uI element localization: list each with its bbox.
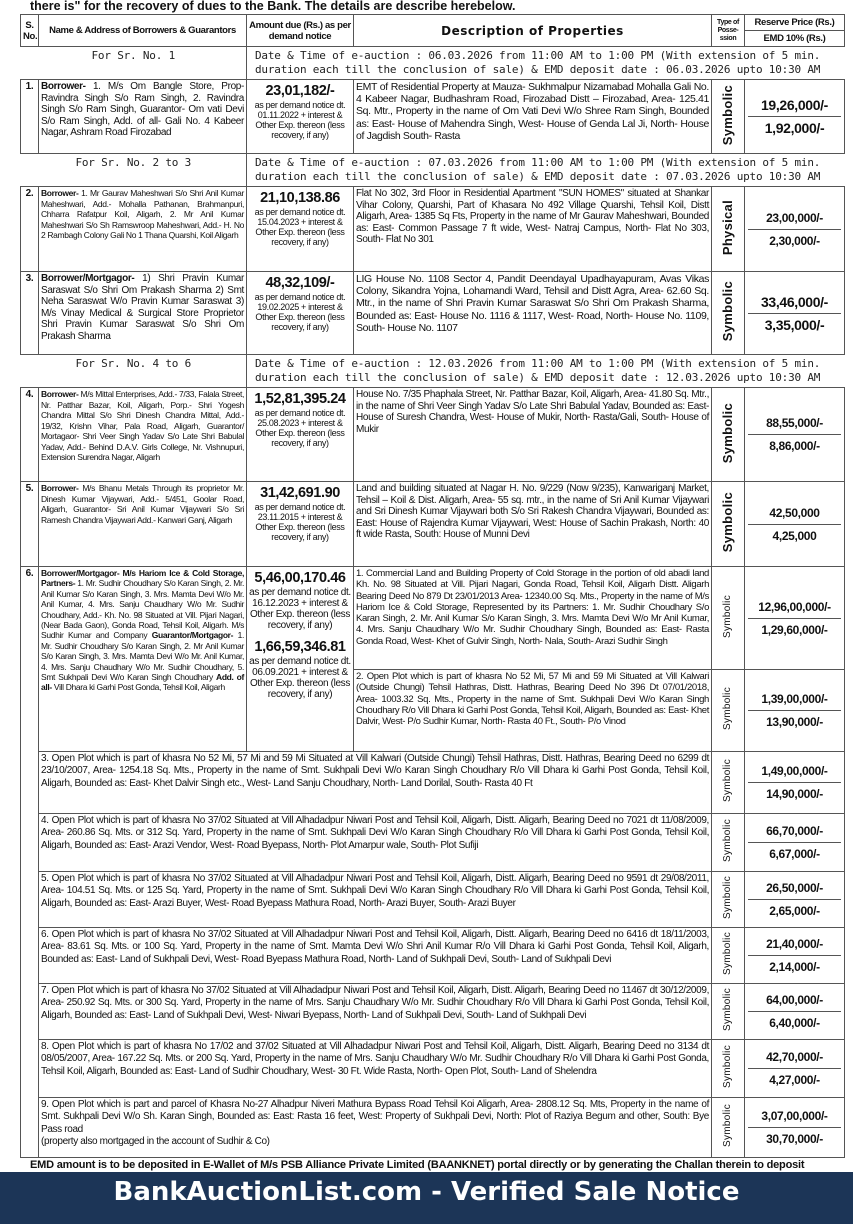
price-cell (745, 388, 845, 482)
property-description: EMT of Residential Property at Mauza- Sukhmalpur Nizamabad Mohalla Gali No. 4 Kabeer Nagar, Budhashram Road, Firozabad Distt – Firozabad, Area- 125.41 Sq. Mtr., Property in the name of Om Vati Devi W/o Shree Ram Singh, Bounded as: East- House of Mahendra Singh, West- House of Genda Lal Ji, North- House of Jagdish South- Rasta (354, 80, 712, 154)
property-description (39, 1098, 712, 1158)
emd-amount: 6,40,000/- (769, 1016, 820, 1030)
borrower-text: 1. M/s Om Bangle Store, Prop- Ravindra Singh S/o Ram Singh, 2. Ravindra Singh S/o Ram Singh, Guarantor- Om vati Devi S/o Ram Singh, Add. of all- Gali No. 4 Kabeer Nagar, Ashram Road Firozabad (41, 81, 244, 139)
possession-type-label: Symbolic (722, 1045, 734, 1089)
demand-notice: as per demand notice dt. 06.09.2021 + interest & Other Exp. thereon (less recovery, if any) (249, 656, 351, 700)
possession-type (712, 752, 745, 814)
emd-amount: 4,25,000 (772, 528, 817, 543)
reserve-price: 23,00,000/- (748, 207, 841, 230)
demand-notice: as per demand notice dt. 23.11.2015 + interest & Other Exp. thereon (less recovery, if any) (254, 502, 346, 542)
property-description: LIG House No. 1108 Sector 4, Pandit Deendayal Upadhayapuram, Avas Vikas Colony, Sikandra Yojna, Lohamandi Ward, Tehsil and Distt Agra, Area- 62.60 Sq. Mtr., in the name of Shri Pravin Kumar Saraswat S/o Shri Om Prakash Sharma, Bounded as: East- House No. 1116 & 1117, West- Road, North- House No. 1109, South- House No. 1107 (354, 272, 712, 355)
price-cell (745, 80, 845, 154)
borrower-role: Borrower- (41, 483, 79, 493)
property-text: 4. Open Plot which is part of khasra No 37/02 Situated at Vill Alhadadpur Niwari Post and Tehsil Koil, Aligarh, Distt. Aligarh, Bearing Deed no 7021 dt 11/08/2009, Area- 260.86 Sq. Mts. or 312 Sq. Yard, Property in the name of Smt. Sukhpali Devi W/o Karan Singh Choudhary R/o Vill Dhara ki Garhi Post Gonda, Tehsil Koil, Aligarh, Bounded as: East- Arazi Vendor, West- Road Byepass, North- Plot Amarpur wale, South- Plot Sufiji (41, 815, 709, 851)
price-cell (745, 670, 845, 752)
auction-table (20, 14, 845, 1158)
property-description (39, 752, 712, 814)
emd-amount: 2,14,000/- (769, 960, 820, 974)
price-cell (745, 814, 845, 872)
emd-amount: 14,90,000/- (766, 787, 823, 801)
reserve-price: 19,26,000/- (748, 94, 841, 117)
amount-value: 48,32,109/- (265, 275, 335, 291)
amount-due (247, 80, 354, 154)
possession-type-label: Symbolic (720, 84, 736, 145)
property-description (39, 1040, 712, 1098)
property-description: 2. Open Plot which is part of khasra No 52 Mi, 57 Mi and 59 Mi Situated at Vill Kalwari (Outside Chungi) Tehsil Hathras, Distt. Hathras, Bearing Deed No 396 Dt 07/01/2018, Area- 1003.32 Sq. Mts., Property in the name of Smt. Sukhpali Devi W/o Karan Singh Choudhary R/o Vill Dhara ki Garhi Post Gonda, Tehsil Koil, Aligarh, Bounded as: East- Khet Dalvir, West- P/o Sudhir Kumar, North- Rasta 40 Ft., South- P/o Vinod (354, 670, 712, 752)
borrower-text: 1. Mr Gaurav Maheshwari S/o Shri Anil Kumar Maheshwari, Add.- Mohalla Pathanan, Brahmanpuri, Chharra Rafatpur Koil, Aligarh, 2. Mr Anil Kumar Maheshwari S/o Sh Ramswroop Maheshwari, Add.- H. No 2 Rambagh Colony Gali No 1 Thana Quarshi, Koil Aligarh (41, 188, 244, 240)
possession-type-label: Symbolic (722, 876, 734, 920)
amount-value: 31,42,691.90 (260, 485, 340, 501)
possession-type (712, 1098, 745, 1158)
possession-type (712, 670, 745, 752)
emd-amount: 8,86,000/- (769, 439, 820, 453)
demand-notice: as per demand notice dt. 19.02.2025 + interest & Other Exp. thereon (less recovery, if any) (254, 292, 346, 332)
serial-number: 5. (21, 482, 39, 567)
table-row (21, 272, 845, 355)
reserve-price: 21,40,000/- (748, 933, 841, 956)
price-cell (745, 567, 845, 670)
property-description: House No. 7/35 Phaphala Street, Nr. Patthar Bazar, Koil, Aligarh, Area- 41.80 Sq. Mtr., in the name of Shri Veer Singh Yadav S/o Late Shri Babulal Yadav, Bounded as: East- House of Suresh Chandra, West- House of Mukir, North- Rasta/Gali, South- House of Mukir (354, 388, 712, 482)
emd-amount: 6,67,000/- (769, 847, 820, 861)
table-row (21, 814, 845, 872)
table-row (21, 984, 845, 1040)
possession-type-label: Symbolic (722, 988, 734, 1032)
price-cell (745, 1040, 845, 1098)
auction-date-row (21, 355, 845, 388)
table-row (21, 482, 845, 567)
possession-type-label: Symbolic (720, 281, 736, 342)
possession-type-label: Symbolic (722, 687, 734, 731)
possession-type (712, 1040, 745, 1098)
possession-type-label: Symbolic (722, 1104, 734, 1148)
guarantor-text: 1. Mr. Sudhir Choudhary S/o Karan Singh, 2. Mr Anil Kumar S/o Karan Singh, 3. Mrs. Mamta Devi W/o Mr. Anil Kumar, 4. Mrs. Sanju Chaudhary W/o Mr. Sudhir Choudhary, 5. Smt Sukhpali Devi W/o Karan Singh Choudhary (41, 630, 244, 683)
price-cell (745, 482, 845, 567)
auction-date-row (21, 47, 845, 80)
price-cell (745, 187, 845, 272)
header-type: Type of Posse-ssion (712, 15, 745, 47)
property-text: 3. Open Plot which is part of khasra No 52 Mi, 57 Mi and 59 Mi Situated at Vill Kalwari (Outside Chungi) Tehsil Hathras, Distt. Hathras, Bearing Deed no 6299 dt 23/10/2007, Area- 1254.18 Sq. Mts., Property in the name of Smt. Sukhpali Devi W/o Karan Singh Choudhary R/o Vill Dhara ki Garhi Post Gonda, Tehsil Koil, Aligarh, Bounded as: East- Khet Dalvir Singh etc., West- Land Sanju Choudhary, North- Land Dorilal, South- Rasta 40 Ft (41, 753, 709, 789)
possession-type (712, 187, 745, 272)
amount-due (247, 567, 354, 752)
demand-notice: as per demand notice dt. 16.12.2023 + interest & Other Exp. thereon (less recovery, if any) (249, 587, 351, 631)
borrower-details (39, 482, 247, 567)
emd-amount: 2,30,000/- (769, 233, 820, 248)
possession-type-label: Symbolic (722, 932, 734, 976)
table-row (21, 80, 845, 154)
table-row (21, 872, 845, 928)
date-row-label: For Sr. No. 4 to 6 (21, 355, 247, 388)
reserve-price: 1,49,00,000/- (748, 760, 841, 783)
serial-number: 6. (21, 567, 39, 1158)
borrower-text: 1) Shri Pravin Kumar Saraswat S/o Shri Om Prakash Sharma 2) Smt Neha Saraswat W/o Pravin Kumar Saraswat 3) M/s Vinay Medical & Surgical Store Proprietor Shri Pravin Kumar Saraswat S/o Shri Om Prakash Sharma (41, 273, 244, 342)
possession-type (712, 80, 745, 154)
serial-number: 4. (21, 388, 39, 482)
emd-amount: 1,92,000/- (764, 120, 825, 136)
reserve-price: 42,50,000 (748, 502, 841, 525)
reserve-price: 88,55,000/- (748, 412, 841, 435)
borrower-details (39, 567, 247, 752)
date-row-text: Date & Time of e-auction : 12.03.2026 from 11:00 AM to 1:00 PM (With extension of 5 min. duration each till the conclusion of sale) & EMD deposit date : 12.03.2026 upto 10:30 AM (247, 355, 845, 388)
possession-type-label: Symbolic (722, 819, 734, 863)
header-description: Description of Properties (354, 15, 712, 47)
table-row (21, 1098, 845, 1158)
borrower-details (39, 80, 247, 154)
property-description (39, 814, 712, 872)
borrower-text: 1. Mr. Sudhir Choudhary S/o Karan Singh, 2. Mr. Anil Kumar S/o Karan Singh, 3. Mrs. Mamta Devi W/o Mr. Anil Kumar, 4. Mrs. Sanju Chaudhary W/o Mr. Sudhir Choudhary, Add.- Kh. No. 98 Situated at Vill. Pijari Nagari, (Near Bada Gaon), Gonda Road, Tehsil Koil, Aligarh. M/s Sudhir Kumar and Company (41, 578, 244, 641)
amount-due (247, 388, 354, 482)
emd-amount: 1,29,60,000/- (761, 622, 828, 637)
header-emd: EMD 10% (Rs.) (763, 33, 826, 44)
amount-value: 23,01,182/- (265, 83, 335, 99)
possession-type (712, 482, 745, 567)
reserve-price: 64,00,000/- (748, 989, 841, 1012)
emd-footer-text: EMD amount is to be deposited in E-Wallet of M/s PSB Alliance Private Limited (BAANKNET) portal directly or by generating the Challan therein to deposit (30, 1159, 805, 1171)
price-cell (745, 984, 845, 1040)
price-cell (745, 928, 845, 984)
amount-value: 1,66,59,346.81 (254, 639, 346, 655)
emd-amount: 2,65,000/- (769, 904, 820, 918)
date-row-label: For Sr. No. 1 (21, 47, 247, 80)
borrower-text: M/s Bhanu Metals Through its proprietor Mr. Dinesh Kumar Vijaywari, Add.- 5/451, Goolar Road, Aligarh, Guarantor- Sri Anil Kumar Vijaywari S/o Sri Ramesh Chandra Vijaywari Add.- Kanwari Ganj, Aligarh (41, 483, 244, 525)
property-description: Flat No 302, 3rd Floor in Residential Apartment "SUN HOMES" situated at Shankar Vihar Colony, Quarshi, Part of Khasara No 492 Village Quarshi, Tehsil Koil, Distt Aligarh, Area- 1385 Sq Fts, Property in the name of Mr Gaurav Maheshwari, Bounded as: East- Common Passage 7 ft wide, West- Natraj Campus, North- Flat No 303, South- Flat No 301 (354, 187, 712, 272)
serial-number: 3. (21, 272, 39, 355)
price-cell (745, 752, 845, 814)
serial-number: 2. (21, 187, 39, 272)
emd-amount: 30,70,000/- (766, 1132, 823, 1146)
property-description (39, 928, 712, 984)
auction-date-row (21, 154, 845, 187)
borrower-details (39, 388, 247, 482)
header-price (745, 15, 845, 47)
possession-type (712, 814, 745, 872)
watermark-banner: BankAuctionList.com - Verified Sale Notice (0, 1172, 853, 1224)
reserve-price: 26,50,000/- (748, 877, 841, 900)
guarantor-role: Guarantor/Mortgagor- (151, 630, 234, 641)
reserve-price: 66,70,000/- (748, 820, 841, 843)
table-row (21, 752, 845, 814)
property-text: 7. Open Plot which is part of khasra No 37/02 Situated at Vill Alhadadpur Niwari Post and Tehsil Koil, Aligarh, Distt. Aligarh, Bearing Deed no 11467 dt 30/12/2009, Area- 250.92 Sq. Mts. or 300 Sq. Yard, Property in the name of Mrs. Sanju Chaudhary W/o Mr. Sudhir Choudhary R/o Vill Dhara ki Garhi Post Gonda, Tehsil Koil, Aligarh, Bounded as: East- Land of Sukhpali Devi, West- Niwari Byepass, North- Land of Sukhpali Devi, South- Land of Sukhpali Devi (41, 985, 709, 1021)
amount-due (247, 482, 354, 567)
demand-notice: as per demand notice dt. 01.11.2022 + interest & Other Exp. thereon (less recovery, if any) (254, 100, 346, 140)
table-row (21, 388, 845, 482)
reserve-price: 42,70,000/- (748, 1046, 841, 1069)
header-name: Name & Address of Borrowers & Guarantors (39, 15, 247, 47)
intro-text: there is" for the recovery of dues to the Bank. The details are describe herebelow. (30, 0, 516, 13)
amount-value: 21,10,138.86 (260, 190, 340, 206)
possession-type-label: Symbolic (722, 759, 734, 803)
emd-amount: 3,35,000/- (764, 316, 825, 333)
possession-type (712, 928, 745, 984)
date-row-text: Date & Time of e-auction : 07.03.2026 from 11:00 AM to 1:00 PM (With extension of 5 min. duration each till the conclusion of sale) & EMD deposit date : 07.03.2026 upto 10:30 AM (247, 154, 845, 187)
amount-due (247, 272, 354, 355)
borrower-role: Borrower/Mortgagor- M/s Hariom Ice & Cold Storage, Partners- (41, 568, 244, 589)
property-text: 9. Open Plot which is part and parcel of Khasra No-27 Alhadpur Niveri Mathura Bypass Road Tehsil Koi Aligarh, Area- 2808.12 Sq. Mts, Property in the name of Smt. Sukhpali Devi W/o Sh. Karan Singh, Bounded as: East: Rasta 16 feet, West: Property of Sukhpali Devi, North: Plot of Raziya Begum and other, South: Bye Pass road (41, 1099, 709, 1135)
borrower-role: Borrower- (41, 389, 79, 399)
possession-type-label: Symbolic (720, 492, 736, 553)
borrower-role: Borrower- (41, 81, 86, 92)
emd-amount: 13,90,000/- (766, 715, 823, 729)
borrower-role: Borrower- (41, 188, 79, 198)
demand-notice: as per demand notice dt. 25.08.2023 + interest & Other Exp. thereon (less recovery, if any) (254, 408, 346, 448)
table-row (21, 928, 845, 984)
property-description: Land and building situated at Nagar H. No. 9/229 (Now 9/235), Kanwariganj Market, Tehsil – Koil & Dist. Aligarh, Area- 55 sq. mtr., in the name of Sri Anil Kumar Vijaywari and Sri Dinesh Kumar Vijaywari both S/o Sri Rakesh Chandra Vijaywari, Bounded as: East: House of Rajendra Kumar Vijaywari, West: House of Sachin Prakash, North: 40 ft wide Rasta, South: House of Munni Devi (354, 482, 712, 567)
property-text: 6. Open Plot which is part of khasra No 37/02 Situated at Vill Alhadadpur Niwari Post and Tehsil Koil, Aligarh, Distt. Aligarh, Bearing Deed no 6416 dt 18/11/2003, Area- 83.61 Sq. Mts. or 100 Sq. Yard, Property in the name of Smt. Mamta Devi W/o Shri Anil Kumar R/o Vill Dhara ki Garhi Post Gonda, Tehsil Koil, Aligarh, Bounded as: East- Land of Sukhpali Devi, West- Road Byepass Mathura Road, North- Land of Sukhpali Devi, South- Land of Sukhpali Devi (41, 929, 709, 965)
property-description (39, 872, 712, 928)
table-row (21, 1040, 845, 1098)
possession-type (712, 272, 745, 355)
table-row (21, 187, 845, 272)
property-text: 8. Open Plot which is part of khasra No 17/02 and 37/02 Situated at Vill Alhadadpur Niwari Post and Tehsil Koil, Aligarh, Distt. Aligarh, Bearing Deed no 3134 dt 08/05/2007, Area- 167.22 Sq. Mts. or 200 Sq. Yard, Property in the name of Mrs. Sanju Chaudhary W/o Mr. Sudhir Choudhary R/o Vill Dhara ki Garhi Post Gonda, Tehsil Koil, Aligarh, Bounded as: East- Land of Sudhir Choudhary, West- 30 Ft. Wide Rasta, North- Open Plot, South- Land of Shelendra (41, 1041, 709, 1077)
price-cell (745, 872, 845, 928)
header-reserve: Reserve Price (Rs.) (745, 15, 844, 31)
possession-type-label: Symbolic (722, 594, 734, 638)
address-text: Vill Dhara ki Garhi Post Gonda, Tehsil Koil, Aligarh (51, 682, 225, 693)
price-cell (745, 272, 845, 355)
date-row-text: Date & Time of e-auction : 06.03.2026 from 11:00 AM to 1:00 PM (With extension of 5 min. duration each till the conclusion of sale) & EMD deposit date : 06.03.2026 upto 10:30 AM (247, 47, 845, 80)
borrower-role: Borrower/Mortgagor- (41, 273, 135, 284)
property-note: (property also mortgaged in the account of Sudhir & Co) (41, 1136, 270, 1148)
property-text: 5. Open Plot which is part of khasra No 37/02 Situated at Vill Alhadadpur Niwari Post and Tehsil Koil, Aligarh, Distt. Aligarh, Bearing Deed no 9591 dt 29/08/2011, Area- 104.51 Sq. Mts. or 125 Sq. Yard, Property in the name of Smt. Sukhpali Devi W/o Karan Singh Choudhary R/o Vill Dhara ki Garhi Post Gonda, Tehsil Koil, Aligarh, Bounded as: East- Arazi Buyer, West- Road Byepass Mathura Road, North- Arazi Buyer, South- Arazi Buyer (41, 873, 709, 909)
amount-value: 1,52,81,395.24 (254, 391, 346, 407)
amount-due (247, 187, 354, 272)
reserve-price: 12,96,00,000/- (748, 596, 841, 619)
reserve-price: 3,07,00,000/- (748, 1105, 841, 1128)
header-sno: S. No. (21, 15, 39, 47)
price-cell (745, 1098, 845, 1158)
borrower-details (39, 187, 247, 272)
reserve-price: 33,46,000/- (748, 291, 841, 314)
borrower-details (39, 272, 247, 355)
possession-type (712, 984, 745, 1040)
possession-type (712, 567, 745, 670)
date-row-label: For Sr. No. 2 to 3 (21, 154, 247, 187)
property-description: 1. Commercial Land and Building Property of Cold Storage in the portion of old abadi land Kh. No. 98 Situated at Vill. Pijari Nagari, Gonda Road, Tehsil Koil, Aligarh Distt. Aligarh Bearing Deed No 879 Dt 23/01/2013 Area- 12340.00 Sq. Mts., Property in the name of M/s Hariom Ice & Cold Storage, Represented by its Partners: 1. Mr. Sudhir Choudhary S/o Karan Singh, 2. Mr. Anil Kumar S/o Karan Singh, 3. Mrs. Mamta Devi W/o Mr Anil Kumar, 4. Mrs. Sanju Chaudhary W/o Mr. Sudhir Choudhary Singh, Bounded as: East- Rasta Gonda Road, West- Khet of Gulvir Singh, North- Nala, South- Arazi Sudhir Singh (354, 567, 712, 670)
possession-type-label: Symbolic (720, 402, 736, 463)
borrower-text: M/s Mittal Enterprises, Add.- 7/33, Falala Street, Nr. Patthar Bazar, Koil, Aligarh, Porp.- Shri Yogesh Chandra Mittal S/o Shri Dinesh Chandra Mittal, Add.- 19/32, Krishn Vihar, Pala Road, Aligarh, Guarantor/ Mortagaor- Shri Veer Singh Yadav S/o Late Shri Babulal Yadav, Add.- Behind D.A.V. Girls College, Nr. Vishnupuri, Extension Surendra Nagar, Aligarh (41, 389, 244, 462)
table-row (21, 567, 845, 670)
possession-type (712, 388, 745, 482)
emd-amount: 4,27,000/- (769, 1073, 820, 1087)
address-label: Add. of all- (41, 672, 245, 693)
table-header (21, 15, 845, 47)
demand-notice: as per demand notice dt. 15.04.2023 + interest & Other Exp. thereon (less recovery, if any) (254, 207, 346, 247)
reserve-price: 1,39,00,000/- (748, 688, 841, 711)
possession-type-label: Physical (720, 199, 736, 255)
possession-type (712, 872, 745, 928)
amount-value: 5,46,00,170.46 (254, 570, 346, 586)
serial-number: 1. (21, 80, 39, 154)
property-description (39, 984, 712, 1040)
header-amount: Amount due (Rs.) as per demand notice (247, 15, 354, 47)
